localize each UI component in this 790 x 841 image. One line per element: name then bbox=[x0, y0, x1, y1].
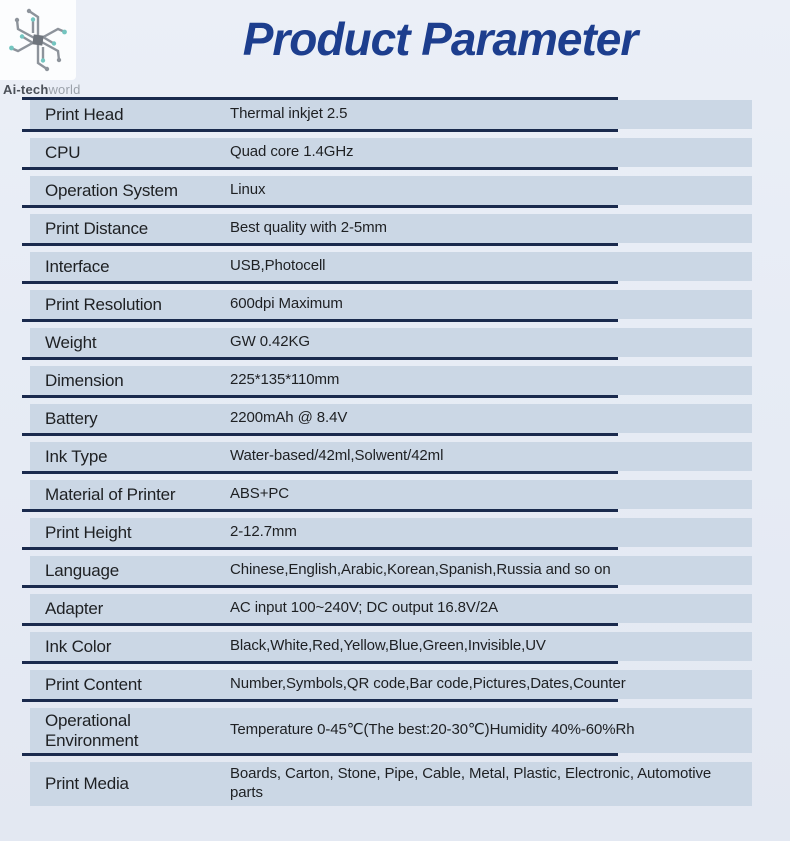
row-value: Linux bbox=[230, 181, 266, 199]
row-label: Print Distance bbox=[45, 218, 149, 238]
row-label: Interface bbox=[45, 256, 110, 276]
spec-table bbox=[30, 97, 752, 815]
row-label: Print Head bbox=[45, 104, 124, 124]
row-value: Black,White,Red,Yellow,Blue,Green,Invisible,UV bbox=[230, 637, 546, 655]
spec-table-rows bbox=[30, 100, 752, 806]
row-value: AC input 100~240V; DC output 16.8V/2A bbox=[230, 599, 499, 617]
row-value: 2200mAh @ 8.4V bbox=[230, 409, 348, 427]
table-row bbox=[30, 252, 752, 281]
row-label: Weight bbox=[45, 332, 97, 352]
table-row bbox=[30, 518, 752, 547]
table-row bbox=[30, 290, 752, 319]
row-label: Adapter bbox=[45, 598, 104, 618]
table-row bbox=[30, 366, 752, 395]
table-row bbox=[30, 442, 752, 471]
row-label: Ink Color bbox=[45, 636, 112, 656]
row-value: Quad core 1.4GHz bbox=[230, 143, 354, 161]
row-value: GW 0.42KG bbox=[230, 333, 310, 351]
table-row bbox=[30, 328, 752, 357]
row-label: Print Content bbox=[45, 674, 142, 694]
row-value: Best quality with 2-5mm bbox=[230, 219, 387, 237]
row-value: Water-based/42ml,Solwent/42ml bbox=[230, 447, 444, 465]
row-label: Language bbox=[45, 560, 120, 580]
row-value: USB,Photocell bbox=[230, 257, 326, 275]
row-label: Print Media bbox=[45, 774, 129, 794]
table-row bbox=[30, 708, 752, 753]
table-row bbox=[30, 404, 752, 433]
row-value: Number,Symbols,QR code,Bar code,Pictures,Dates,Counter bbox=[230, 675, 626, 693]
row-label: Print Height bbox=[45, 522, 132, 542]
logo-patch bbox=[0, 0, 76, 80]
row-value: Thermal inkjet 2.5 bbox=[230, 105, 348, 123]
brand-name bbox=[3, 82, 81, 97]
table-row bbox=[30, 632, 752, 661]
row-label: Operational Environment bbox=[45, 711, 139, 750]
row-value: 2-12.7mm bbox=[230, 523, 297, 541]
row-label: CPU bbox=[45, 142, 81, 162]
brand-name-light: world bbox=[48, 82, 81, 97]
table-row bbox=[30, 762, 752, 806]
table-row bbox=[30, 138, 752, 167]
table-row bbox=[30, 480, 752, 509]
row-value: ABS+PC bbox=[230, 485, 290, 503]
row-value: 600dpi Maximum bbox=[230, 295, 343, 313]
row-label: Operation System bbox=[45, 180, 178, 200]
row-label: Material of Printer bbox=[45, 484, 176, 504]
row-label: Dimension bbox=[45, 370, 124, 390]
table-row bbox=[30, 100, 752, 129]
table-row bbox=[30, 556, 752, 585]
ai-techworld-logo-icon bbox=[9, 7, 67, 73]
row-label: Print Resolution bbox=[45, 294, 162, 314]
row-label: Battery bbox=[45, 408, 98, 428]
brand-name-bold: Ai-tech bbox=[3, 82, 49, 97]
table-row bbox=[30, 214, 752, 243]
table-row bbox=[30, 670, 752, 699]
row-label: Ink Type bbox=[45, 446, 108, 466]
row-value: 225*135*110mm bbox=[230, 371, 340, 389]
page-title: Product Parameter bbox=[242, 13, 638, 65]
row-value: Chinese,English,Arabic,Korean,Spanish,Russia and so on bbox=[230, 561, 611, 579]
table-row bbox=[30, 594, 752, 623]
table-row bbox=[30, 176, 752, 205]
row-value: Boards, Carton, Stone, Pipe, Cable, Metal, Plastic, Electronic, Automotive parts bbox=[230, 765, 712, 801]
row-value: Temperature 0-45℃(The best:20-30℃)Humidity 40%-60%Rh bbox=[230, 721, 635, 739]
